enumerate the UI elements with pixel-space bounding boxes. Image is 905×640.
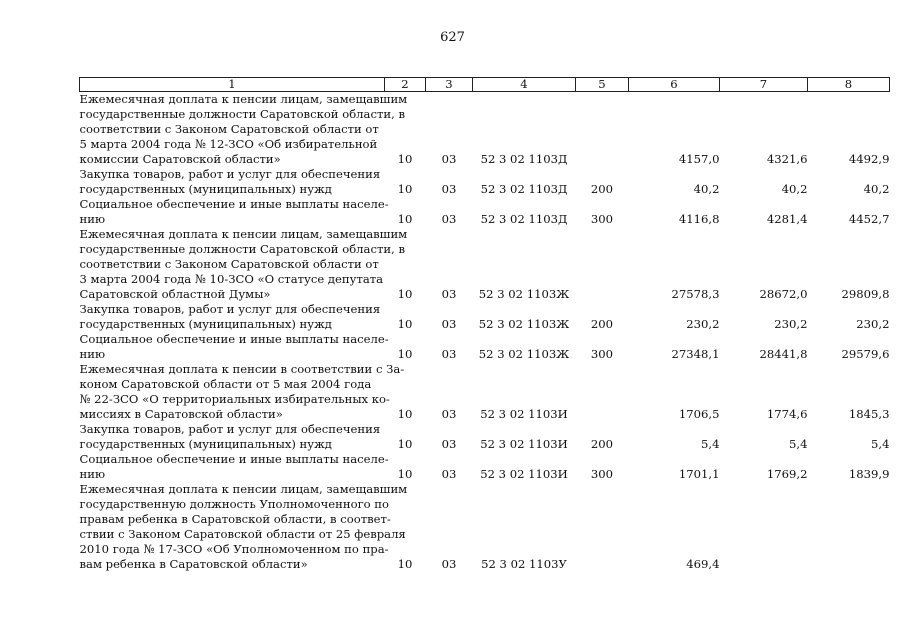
section-code: 10: [397, 557, 413, 571]
amount-year-2: 4321,6: [766, 152, 808, 166]
section-code: 10: [397, 152, 413, 166]
expense-type-code: 300: [590, 467, 614, 481]
column-header: 4: [473, 78, 576, 92]
amount-year-1: 4157,0: [678, 152, 720, 166]
expense-type-code: [576, 92, 629, 168]
amount-year-1: 469,4: [686, 557, 720, 571]
amount-year-1: 1706,5: [678, 407, 720, 421]
description-line: № 22-ЗСО «О территориальных избирательных ко-: [79, 392, 390, 406]
description-line: государственных (муниципальных) нужд: [79, 317, 332, 331]
amount-year-3: 29809,8: [841, 287, 890, 301]
expense-type-code: [576, 482, 629, 572]
expense-type-code: [576, 227, 629, 302]
amount-year-2: 4281,4: [766, 212, 808, 226]
column-header: 3: [426, 78, 473, 92]
description-line: Ежемесячная доплата к пенсии лицам, замещавшим: [79, 92, 408, 106]
description-line: 3 марта 2004 года № 10-ЗСО «О статусе депутата: [79, 272, 384, 286]
section-code: 10: [397, 182, 413, 196]
table-row: [80, 302, 890, 332]
amount-year-3: [808, 482, 890, 572]
subsection-code: 03: [441, 407, 457, 421]
amount-year-1: 27578,3: [671, 287, 720, 301]
amount-year-2: 1769,2: [766, 467, 808, 481]
description-line: миссиях в Саратовской области»: [79, 407, 283, 421]
page-number: 627: [440, 30, 465, 45]
amount-year-3: 1839,9: [848, 467, 890, 481]
column-header: 1: [80, 78, 385, 92]
expense-type-code: 300: [590, 212, 614, 226]
description-line: Социальное обеспечение и иные выплаты населе-: [79, 452, 389, 466]
amount-year-1: 4116,8: [678, 212, 720, 226]
amount-year-2: 230,2: [774, 317, 808, 331]
target-article-code: 52 3 02 1103Ж: [478, 347, 570, 361]
amount-year-3: 4452,7: [848, 212, 890, 226]
target-article-code: 52 3 02 1103Ж: [478, 287, 570, 301]
column-header: 8: [808, 78, 890, 92]
table-row: [80, 227, 890, 302]
amount-year-3: 4492,9: [848, 152, 890, 166]
table-row: [80, 422, 890, 452]
amount-year-3: 1845,3: [848, 407, 890, 421]
amount-year-2: 5,4: [789, 437, 808, 451]
amount-year-1: 230,2: [686, 317, 720, 331]
section-code: 10: [397, 317, 413, 331]
description-line: ствии с Законом Саратовской области от 25 февраля: [79, 527, 406, 541]
table-row: [80, 362, 890, 422]
description-line: нию: [79, 467, 106, 481]
section-code: 10: [397, 287, 413, 301]
description-line: нию: [79, 212, 106, 226]
budget-table: [79, 77, 890, 572]
row-description: [79, 452, 389, 482]
description-line: государственные должности Саратовской области, в: [79, 107, 405, 121]
table-row: [80, 482, 890, 572]
table-row: [80, 332, 890, 362]
target-article-code: 52 3 02 1103И: [480, 467, 568, 481]
amount-year-3: 5,4: [871, 437, 890, 451]
section-code: 10: [397, 347, 413, 361]
description-line: соответствии с Законом Саратовской области от: [79, 257, 379, 271]
amount-year-1: 5,4: [701, 437, 720, 451]
target-article-code: 52 3 02 1103Д: [480, 152, 568, 166]
amount-year-2: 40,2: [781, 182, 808, 196]
target-article-code: 52 3 02 1103Д: [480, 182, 568, 196]
description-line: государственные должности Саратовской области, в: [79, 242, 405, 256]
description-line: Ежемесячная доплата к пенсии лицам, замещавшим: [79, 227, 408, 241]
row-description: [80, 422, 385, 452]
section-code: 10: [397, 467, 413, 481]
description-line: правам ребенка в Саратовской области, в соответ-: [79, 512, 391, 526]
amount-year-1: 27348,1: [671, 347, 720, 361]
subsection-code: 03: [441, 212, 457, 226]
expense-type-code: 200: [590, 182, 614, 196]
description-line: Ежемесячная доплата к пенсии в соответствии с За-: [79, 362, 405, 376]
column-header: 5: [576, 78, 629, 92]
description-line: Социальное обеспечение и иные выплаты населе-: [79, 332, 389, 346]
target-article-code: 52 3 02 1103Д: [480, 212, 568, 226]
column-header: 6: [629, 78, 720, 92]
table-row: [80, 167, 890, 197]
expense-type-code: 300: [590, 347, 614, 361]
description-line: вам ребенка в Саратовской области»: [79, 557, 308, 571]
amount-year-2: [720, 482, 808, 572]
description-line: соответствии с Законом Саратовской области от: [79, 122, 379, 136]
description-line: коном Саратовской области от 5 мая 2004 года: [79, 377, 372, 391]
description-line: Закупка товаров, работ и услуг для обеспечения: [79, 167, 381, 181]
section-code: 10: [397, 437, 413, 451]
row-description: [79, 227, 408, 302]
amount-year-3: 29579,6: [841, 347, 890, 361]
subsection-code: 03: [441, 347, 457, 361]
row-description: [80, 302, 385, 332]
row-description: [79, 482, 408, 572]
target-article-code: 52 3 02 1103И: [480, 437, 568, 451]
amount-year-1: 1701,1: [678, 467, 720, 481]
table-row: [80, 92, 890, 168]
description-line: Закупка товаров, работ и услуг для обеспечения: [79, 422, 381, 436]
description-line: государственных (муниципальных) нужд: [79, 437, 332, 451]
expense-type-code: 200: [590, 437, 614, 451]
amount-year-3: 40,2: [863, 182, 890, 196]
section-code: 10: [397, 212, 413, 226]
subsection-code: 03: [441, 287, 457, 301]
subsection-code: 03: [441, 317, 457, 331]
subsection-code: 03: [441, 437, 457, 451]
amount-year-3: 230,2: [856, 317, 890, 331]
target-article-code: 52 3 02 1103У: [481, 557, 567, 571]
column-header: 2: [385, 78, 426, 92]
description-line: 2010 года № 17-ЗСО «Об Уполномоченном по пра-: [79, 542, 389, 556]
column-header: 7: [720, 78, 808, 92]
amount-year-1: 40,2: [693, 182, 720, 196]
description-line: Ежемесячная доплата к пенсии лицам, замещавшим: [79, 482, 408, 496]
row-description: [80, 167, 385, 197]
description-line: Социальное обеспечение и иные выплаты населе-: [79, 197, 389, 211]
subsection-code: 03: [441, 152, 457, 166]
table-header-row: [80, 78, 890, 92]
subsection-code: 03: [441, 557, 457, 571]
target-article-code: 52 3 02 1103Ж: [478, 317, 570, 331]
amount-year-2: 28672,0: [759, 287, 808, 301]
description-line: комиссии Саратовской области»: [79, 152, 281, 166]
expense-type-code: [576, 362, 629, 422]
amount-year-2: 1774,6: [766, 407, 808, 421]
subsection-code: 03: [441, 467, 457, 481]
table-row: [80, 452, 890, 482]
description-line: государственную должность Уполномоченного по: [79, 497, 390, 511]
description-line: государственных (муниципальных) нужд: [79, 182, 332, 196]
row-description: [79, 197, 389, 227]
table-body: [80, 92, 890, 573]
description-line: Саратовской областной Думы»: [79, 287, 271, 301]
target-article-code: 52 3 02 1103И: [480, 407, 568, 421]
description-line: нию: [79, 347, 106, 361]
table-row: [80, 197, 890, 227]
description-line: Закупка товаров, работ и услуг для обеспечения: [79, 302, 381, 316]
description-line: 5 марта 2004 года № 12-ЗСО «Об избирательной: [79, 137, 378, 151]
amount-year-2: 28441,8: [759, 347, 808, 361]
section-code: 10: [397, 407, 413, 421]
subsection-code: 03: [441, 182, 457, 196]
expense-type-code: 200: [590, 317, 614, 331]
row-description: [79, 332, 389, 362]
